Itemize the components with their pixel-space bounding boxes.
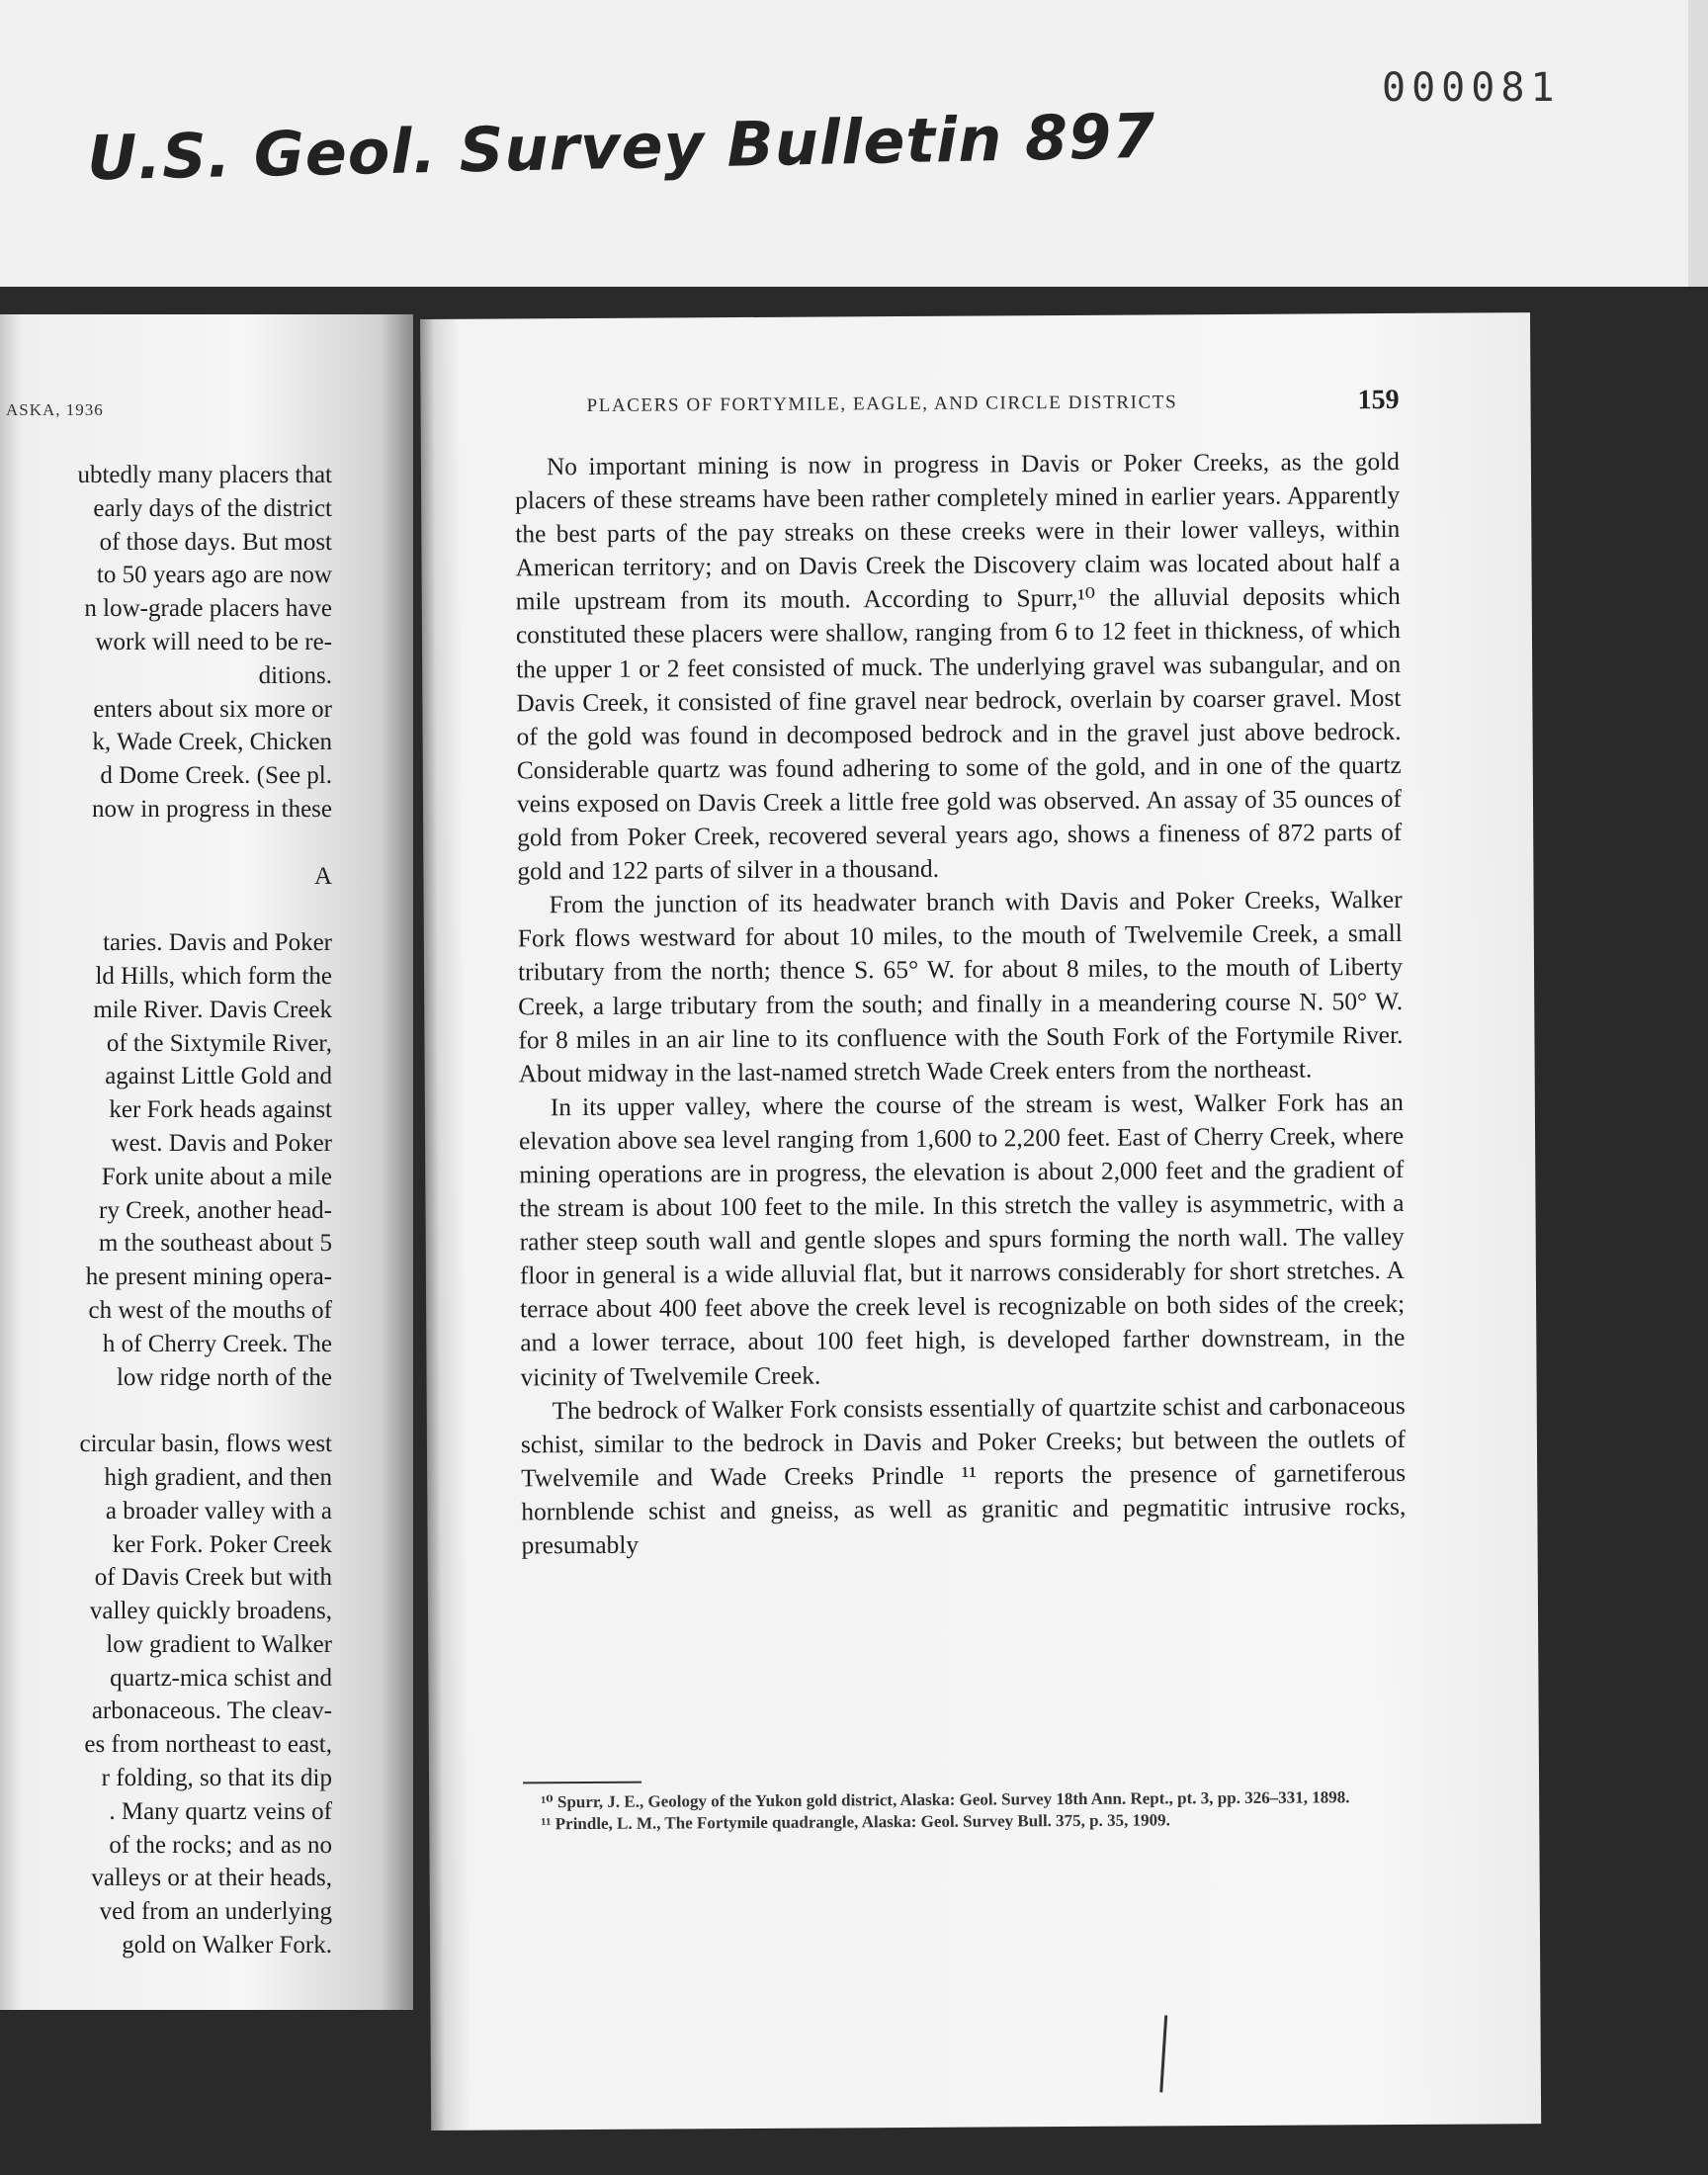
left-page-line: valley quickly broadens, (89, 1598, 332, 1625)
left-page-line: circular basin, flows west (79, 1431, 332, 1458)
left-page-line: now in progress in these (91, 795, 332, 823)
left-page-line: ditions. (258, 661, 332, 689)
paragraph: No important mining is now in progress in Davis or Poker Creeks, as the gold placers of these streams have been rather completely mined in earlier years. Apparently the best parts of the pay streaks on these creeks were in their lower valleys, within American territory; and on Davis Creek the Discovery claim was located about half a mile upstream from its mouth. According to Spurr,¹⁰ the alluvial deposits which constituted these placers were shallow, ranging from 6 to 12 feet in thickness, of which the upper 1 or 2 feet consisted of muck. The underlying gravel was subangular, and on Davis Creek, it consisted of fine gravel near bedrock, overlain by coarser gravel. Most of the gold was found in decomposed bedrock and in the gravel just above bedrock. Considerable quartz was found adhering to some of the gold, and in one of the quartz veins exposed on Davis Creek a little free gold was observed. An assay of 35 ounces of gold from Poker Creek, recovered several years ago, shows a fineness of 872 parts of gold and 122 parts of silver in a thousand. (515, 447, 1403, 886)
body-text (515, 445, 1407, 1563)
paragraph: From the junction of its headwater branch with Davis and Poker Creeks, Walker Fork flows westward for about 10 miles, to the mouth of Twelvemile Creek, a small tributary from the north; thence S. 65° W. for about 8 miles, to the mouth of Liberty Creek, a large tributary from the south; and finally in a meandering course N. 50° W. for 8 miles in an air line to its confluence with the South Fork of the Fortymile River. About midway in the last-named stretch Wade Creek enters from the northeast. (517, 886, 1404, 1088)
left-page-line: mile River. Davis Creek (93, 996, 332, 1023)
left-page-line: d Dome Creek. (See pl. (100, 762, 332, 790)
right-page (420, 312, 1541, 2131)
left-page-line: ved from an underlying (99, 1898, 332, 1926)
left-page-line: arbonaceous. The cleav- (91, 1697, 332, 1725)
left-page-line: low ridge north of the (116, 1363, 332, 1391)
paragraph: The bedrock of Walker Fork consists essentially of quartzite schist and carbonaceous schist, similar to the bedrock in Davis and Poker Creeks; but between the outlets of Twelvemile and Wade Creeks Prindle ¹¹ reports the presence of garnetiferous hornblende schist and gneiss, as well as granitic and pegmatitic intrusive rocks, presumably (520, 1391, 1407, 1560)
left-page-line: Fork unite about a mile (101, 1163, 332, 1190)
left-page-line: r folding, so that its dip (101, 1765, 332, 1792)
left-page-line: es from northeast to east, (84, 1731, 332, 1759)
footnotes (523, 1777, 1408, 1835)
left-page-line: . Many quartz veins of (109, 1797, 332, 1825)
left-page-line: valleys or at their heads, (91, 1865, 332, 1892)
paragraph: In its upper valley, where the course of the stream is west, Walker Fork has an elevation above sea level ranging from 1,600 to 2,200 feet. East of Cherry Creek, where mining operations are in progress, the elevation is about 2,000 feet and the gradient of the stream is about 100 feet to the mile. In this stretch the valley is asymmetric, with a rather steep south wall and gentle slopes and spurs forming the north wall. The valley floor in general is a wide alluvial flat, but it narrows considerably for short stretches. A terrace about 400 feet above the creek level is recognizable on both sides of the creek; and a lower terrace, about 100 feet high, is developed farther downstream, in the vicinity of Twelvemile Creek. (518, 1088, 1406, 1391)
left-page-line: m the southeast about 5 (98, 1230, 332, 1258)
left-page-line: ry Creek, another head- (99, 1196, 332, 1224)
page-number: 159 (1357, 384, 1400, 416)
left-page-line: work will need to be re- (95, 628, 332, 655)
left-page-line: taries. Davis and Poker (103, 929, 332, 957)
left-page-line: against Little Gold and (105, 1063, 332, 1090)
left-page-line: h of Cherry Creek. The (102, 1330, 332, 1357)
footnote-rule (523, 1782, 641, 1784)
left-page-line: of the Sixtymile River, (106, 1029, 332, 1057)
left-page-line: west. Davis and Poker (111, 1129, 332, 1157)
left-page-line: A (313, 862, 332, 890)
left-page-line: high gradient, and then (104, 1463, 332, 1491)
label-strip (0, 0, 1688, 289)
footnote: ¹¹ Prindle, L. M., The Fortymile quadrangle, Alaska: Geol. Survey Bull. 375, p. 35, 1909. (541, 1810, 1170, 1834)
left-page-line: ker Fork. Poker Creek (112, 1530, 332, 1558)
left-page-line: he present mining opera- (85, 1263, 332, 1291)
pen-mark (1159, 2015, 1167, 2092)
left-page-line: k, Wade Creek, Chicken (92, 729, 332, 756)
left-page-line: early days of the district (93, 494, 332, 522)
handwritten-title: U.S. Geol. Survey Bulletin 897 (86, 99, 1157, 195)
left-page-line: low gradient to Walker (106, 1630, 332, 1658)
left-page-line: ld Hills, which form the (95, 962, 332, 990)
left-page-line: ker Fork heads against (109, 1096, 332, 1124)
left-page-line: quartz-mica schist and (110, 1664, 332, 1692)
running-header: PLACERS OF FORTYMILE, EAGLE, AND CIRCLE DISTRICTS (586, 392, 1178, 416)
left-page-text (0, 459, 332, 1962)
document-number: 000081 (1382, 65, 1561, 111)
left-page-header: ASKA, 1936 (6, 400, 104, 419)
left-page-line: of the rocks; and as no (109, 1831, 332, 1859)
left-page-line: enters about six more or (93, 695, 332, 723)
left-page-line: ubtedly many placers that (77, 462, 332, 488)
left-page-line: of those days. But most (99, 528, 332, 556)
left-page-line: n low-grade placers have (84, 595, 332, 623)
left-page (0, 314, 413, 2010)
left-page-line: gold on Walker Fork. (122, 1932, 332, 1959)
left-page-line (0, 893, 332, 926)
left-page-line (0, 1394, 332, 1428)
left-page-line: ch west of the mouths of (88, 1296, 332, 1324)
left-page-line: a broader valley with a (105, 1497, 332, 1524)
left-page-line (0, 826, 332, 860)
footnote: ¹⁰ Spurr, J. E., Geology of the Yukon gold district, Alaska: Geol. Survey 18th Ann. Rept., pt. 3, pp. 326–331, 1898. (541, 1787, 1350, 1812)
left-page-line: to 50 years ago are now (96, 562, 332, 589)
left-page-line: of Davis Creek but with (94, 1564, 332, 1592)
